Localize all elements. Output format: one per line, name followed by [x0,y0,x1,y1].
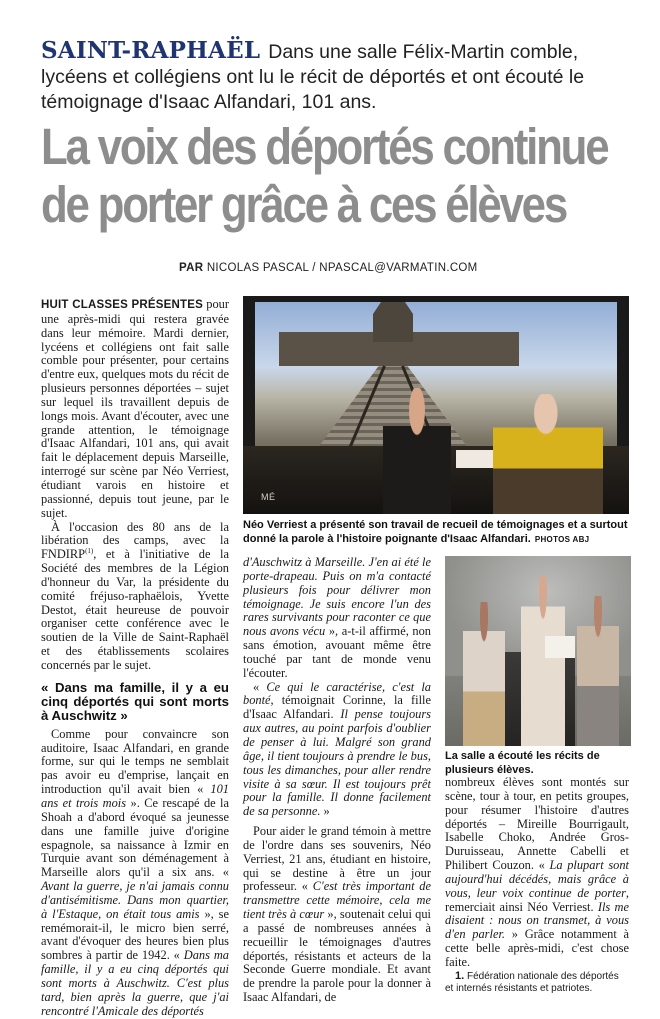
lead-in-caps: HUIT CLASSES PRÉSENTES [41,299,203,311]
article-column-3 [445,776,629,995]
paragraph [445,776,629,970]
conference-photo [243,296,629,514]
speaker-figure [383,388,451,514]
paragraph-text: « [253,679,267,694]
paragraph [243,556,431,681]
paragraph-text: nombreux élèves sont montés sur scène, tour à tour, en petits groupes, pour résumer l'histoire d'autres déportés – Mireille Bourrigault, Isabelle Choko, Andrée Gros-Duruisseau, Annette Cabelli et Philibert Couzon. « [445,775,629,873]
students-photo [445,556,631,746]
caption-text: Néo Verriest a présenté son travail de recueil de témoignages et a surtout donné la parole à l'histoire poignante d'Isaac Alfandari. [243,519,628,545]
article-lead [41,38,641,115]
quote-text: Il pense toujours aux autres, au point parfois d'oublier de penser à lui. Malgré son grand âge, il tient toujours à prendre le bus, tous les dimanches, pour aller rendre visite à sa sœur. Il est toujours prêt pour la famille. Il donne facilement de sa personne. [243,707,431,819]
headline-line-2: de porter grâce à ces élèves [41,176,566,233]
article-headline [41,118,608,234]
student-figure [577,596,619,746]
photo-credit: PHOTOS ABJ [534,535,590,544]
quote-text: 101 ans et trois mois [41,782,229,810]
paragraph [41,728,229,1019]
paragraph [243,825,431,1005]
footnote [445,970,629,995]
paragraph [243,681,431,819]
paragraph-text: Pour aider le grand témoin à mettre de l'ordre dans ses souvenirs, Néo Verriest, 21 ans, étudiant en histoire, qui se destine à être un jour professeur. « [243,824,431,894]
intertitle: « Dans ma famille, il y a eu cinq déportés qui sont morts à Auschwitz » [41,679,229,723]
paragraph-text: À l'occasion des 80 ans de la libération des camps, avec la FNDIRP [41,519,229,562]
quote-text: Dans ma famille, il y a eu cinq déportés qui sont morts à Auschwitz. C'est plus tard, bien après la guerre, que j'ai rencontré l'Amicale des déportés [41,948,229,1018]
witness-figure [493,394,603,514]
paragraph [41,521,229,673]
paragraph-text: », a-t-il affirmé, non sans émotion, avouant même être touché par tant de monde venu l'écouter. [243,624,431,680]
paragraph-text: , remerciait ainsi Néo Verriest. [445,885,629,914]
student-figure [521,576,565,746]
byline-prefix: PAR [179,262,204,274]
headline-line-1: La voix des déportés continue [41,118,608,175]
paragraph-text: ». Ce rescapé de la Shoah a d'abord évoqué sa jeunesse dans une famille juive d'origine espagnole, sa naissance à Izmir en Turquie avant son déménagement à Marseille alors qu'il a six ans. « [41,796,229,880]
footnote-ref: (1) [85,547,94,556]
paragraph-text: , et à l'initiative de la Société des membres de la Légion d'honneur du Var, la présidente du comité fréjuso-raphaëlois, Yvette Destot, était heureuse de pouvoir organiser cette conférence avec le soutien de la Ville de Saint-Raphaël et des établissements scolaires concernés par le sujet. [41,547,229,672]
byline-author: NICOLAS PASCAL / NPASCAL@VARMATIN.COM [206,262,478,274]
paragraph-text: Comme pour convaincre son auditoire, Isaac Alfandari, en grande forme, sur qui le temps ne semblait pas avoir eu d'emprise, lançait en introduction qu'il avait bien « [41,726,229,797]
paragraph-text: » Grâce notamment à cette belle après-midi, c'est chose faite. [445,927,630,969]
paragraph-text: , témoignait Corinne, la fille d'Isaac Alfandari. [243,693,431,722]
student-figure [463,602,505,746]
photo-caption [243,518,633,547]
article-kicker: SAINT-RAPHAËL [41,37,261,64]
paragraph-text: » [320,804,330,819]
article-column-1 [41,298,229,1019]
paragraph-text: », soutenait celui qui a passé de nombreuses années à recueillir le témoignages d'autres déportés, résistants et acteurs de la Seconde Guerre mondiale. Et avant de prendre la parole pour la donner à Isaac Alfandari, de [243,907,431,1005]
footnote-number: 1. [455,969,465,982]
quote-text: Avant la guerre, je n'ai jamais connu d'antisémitisme. Dans mon quartier, à l'Estaque, on était tous amis [41,879,229,921]
byline [179,262,478,274]
quote-text: Ce qui le caractérise, c'est la bonté [243,679,431,708]
quote-text: C'est très important de transmettre cette mémoire, cela me tient très à cœur [243,879,431,922]
footnote-text: Fédération nationale des déportés et internés résistants et patriotes. [445,970,619,994]
paper-sheet [545,636,575,658]
quote-text: Ils me disaient : nous on transmet, à vous d'en parler. [445,899,629,942]
paragraph [41,298,229,521]
lead-text: Dans une salle Félix-Martin comble, lycéens et collégiens ont lu le récit de déportés et ont écouté le témoignage d'Isaac Alfandari, 101 ans. [41,41,585,113]
quote-text: d'Auschwitz à Marseille. J'en ai été le porte-drapeau. Puis on m'a contacté plusieurs fois pour délivrer mon témoignage. Je suis encore l'un des rares survivants pour raconter ce que nous avons vécu [243,555,431,639]
screen-text: MÉ [261,492,276,502]
paragraph-text: », se remémorait-il, le micro bien serré, avant d'évoquer des heures bien plus sombres à partir de 1942. « [41,906,229,963]
quote-text: La plupart sont aujourd'hui décédés, mais grâce à vous, leur voix continue de porter [445,858,629,900]
article-column-2 [243,556,431,1005]
gate-tower-image [373,302,413,342]
photo-caption: La salle a écouté les récits de plusieurs élèves. [445,750,600,776]
paragraph-text: pour une après-midi qui restera gravée dans leur mémoire. Mardi dernier, lycéens et collégiens ont fait salle comble pour présenter, pour certains d'entre eux, quelques mots du récit de plusieurs personnes déportées – sujet sur lequel ils travaillent depuis de longs mois. Avant d'écouter, avec une grande attention, le témoignage d'Isaac Alfandari, 101 ans, qui avait fait le déplacement depuis Marseille, interrogé sur scène par Néo Verriest, étudiant varois en histoire et passionné, depuis tout jeune, par le sujet. [41,297,230,520]
